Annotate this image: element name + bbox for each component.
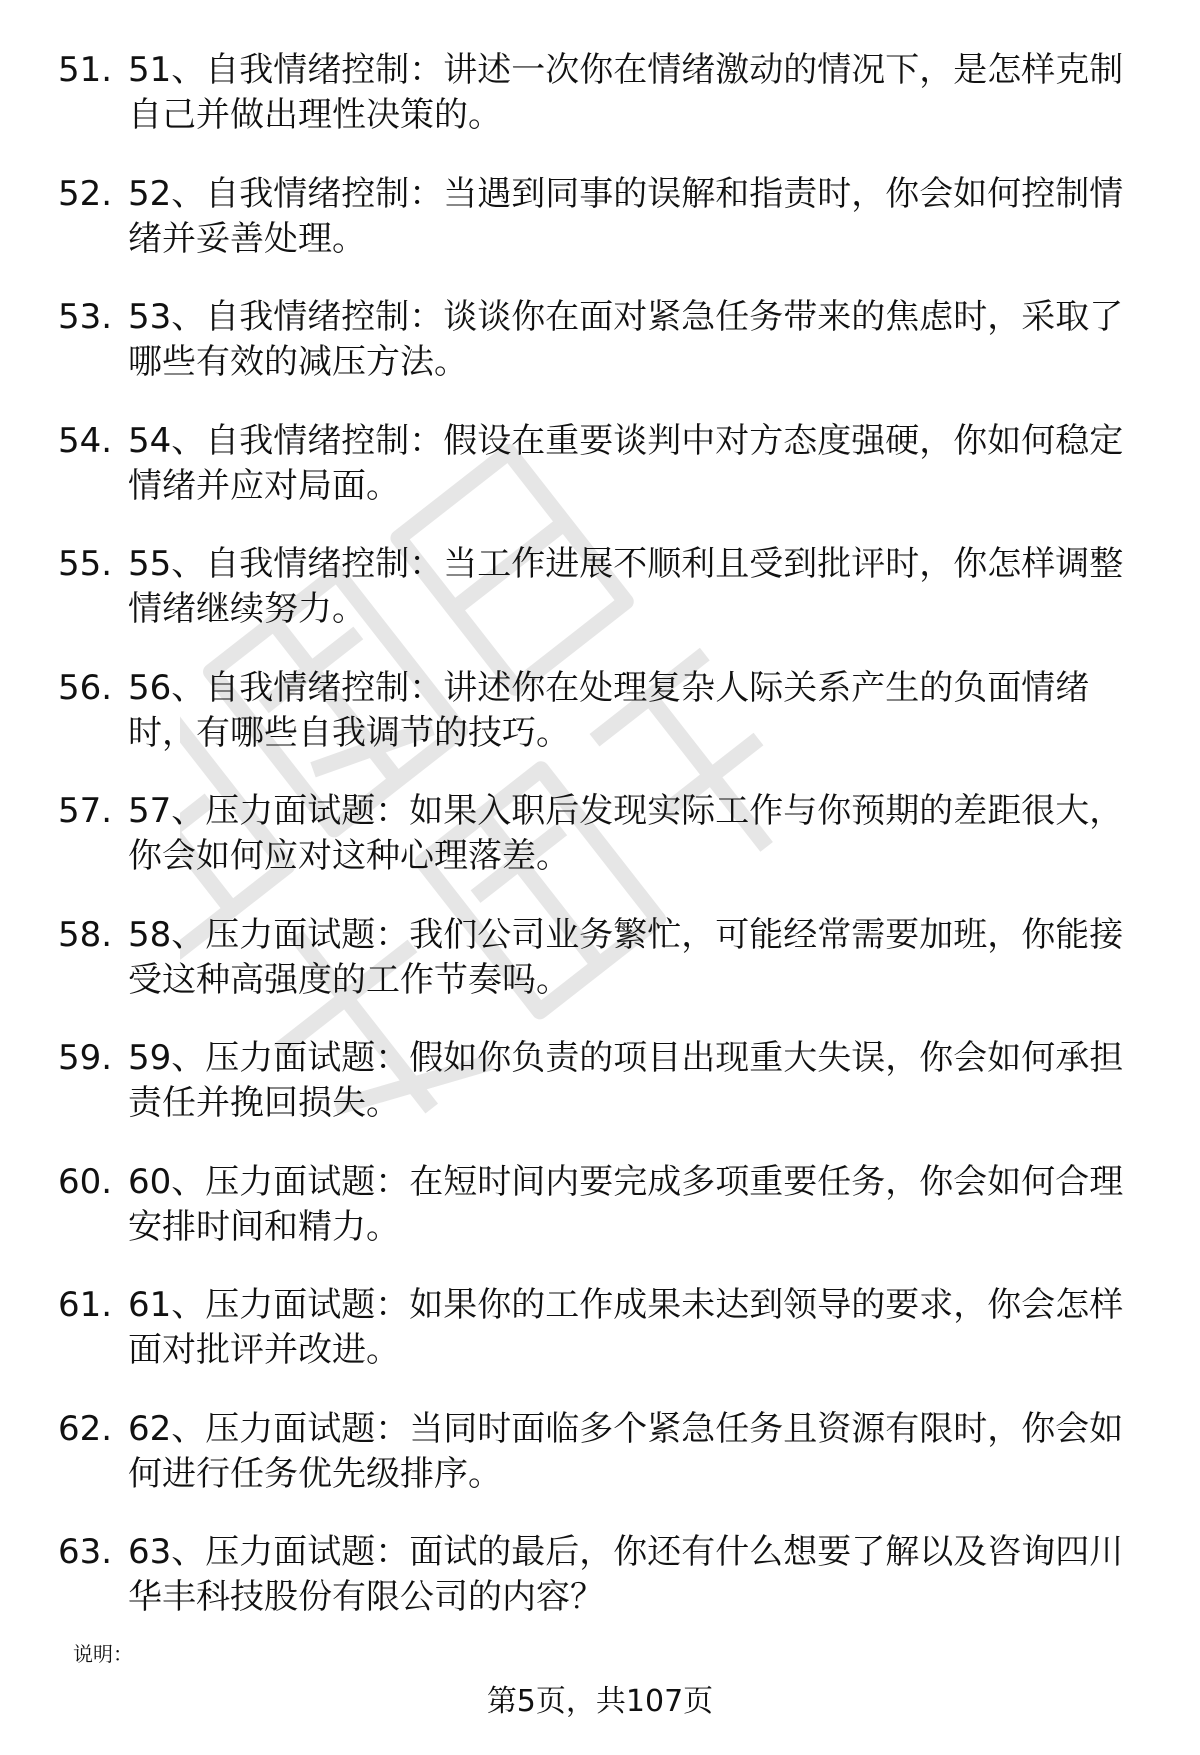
item-number: 57. [58, 791, 113, 831]
list-item [58, 295, 1150, 419]
item-text: 52、自我情绪控制：当遇到同事的误解和指责时，你会如何控制情绪并妥善处理。 [128, 173, 1124, 259]
item-text: 59、压力面试题：假如你负责的项目出现重大失误，你会如何承担责任并挽回损失。 [128, 1038, 1124, 1123]
item-text: 57、压力面试题：如果入职后发现实际工作与你预期的差距很大，你会如何应对这种心理落差。 [128, 791, 1124, 876]
list-item [58, 1283, 1150, 1407]
item-number: 52. [58, 173, 113, 214]
list-item [58, 542, 1150, 666]
item-text: 60、压力面试题：在短时间内要完成多项重要任务，你会如何合理安排时间和精力。 [128, 1161, 1124, 1247]
list-item [58, 48, 1150, 172]
item-number: 55. [58, 544, 113, 584]
item-text: 53、自我情绪控制：谈谈你在面对紧急任务带来的焦虑时，采取了哪些有效的减压方法。 [128, 297, 1124, 382]
item-number: 62. [58, 1408, 113, 1449]
list-item [58, 789, 1150, 913]
item-number: 54. [58, 420, 113, 461]
item-text: 62、压力面试题：当同时面临多个紧急任务且资源有限时，你会如何进行任务优先级排序。 [128, 1408, 1124, 1494]
item-number: 60. [58, 1161, 113, 1202]
list-item [58, 1160, 1150, 1284]
item-number: 58. [58, 914, 113, 955]
item-text: 63、压力面试题：面试的最后，你还有什么想要了解以及咨询四川华丰科技股份有限公司的内容？ [128, 1532, 1124, 1617]
item-text: 56、自我情绪控制：讲述你在处理复杂人际关系产生的负面情绪时，有哪些自我调节的技巧。 [128, 667, 1090, 753]
note-label: 说明： [73, 1642, 133, 1666]
item-text: 55、自我情绪控制：当工作进展不顺利且受到批评时，你怎样调整情绪继续努力。 [128, 544, 1124, 629]
item-number: 63. [58, 1532, 113, 1572]
item-number: 51. [58, 50, 113, 90]
list-item [58, 1530, 1150, 1654]
item-number: 53. [58, 297, 113, 337]
item-number: 61. [58, 1285, 113, 1325]
list-item [58, 172, 1150, 296]
item-text: 58、压力面试题：我们公司业务繁忙，可能经常需要加班，你能接受这种高强度的工作节奏吗。 [128, 914, 1124, 1000]
item-number: 56. [58, 667, 113, 708]
item-text: 54、自我情绪控制：假设在重要谈判中对方态度强硬，你如何稳定情绪并应对局面。 [128, 420, 1124, 506]
list-item [58, 1036, 1150, 1160]
item-text: 61、压力面试题：如果你的工作成果未达到领导的要求，你会怎样面对批评并改进。 [128, 1285, 1124, 1370]
item-number: 59. [58, 1038, 113, 1078]
question-list [58, 48, 1150, 1654]
list-item [58, 913, 1150, 1037]
item-text: 51、自我情绪控制：讲述一次你在情绪激动的情况下，是怎样克制自己并做出理性决策的。 [128, 50, 1124, 135]
page-footer: 第5页，共107页 [486, 1684, 714, 1719]
list-item [58, 666, 1150, 790]
list-item [58, 419, 1150, 543]
list-item [58, 1407, 1150, 1531]
